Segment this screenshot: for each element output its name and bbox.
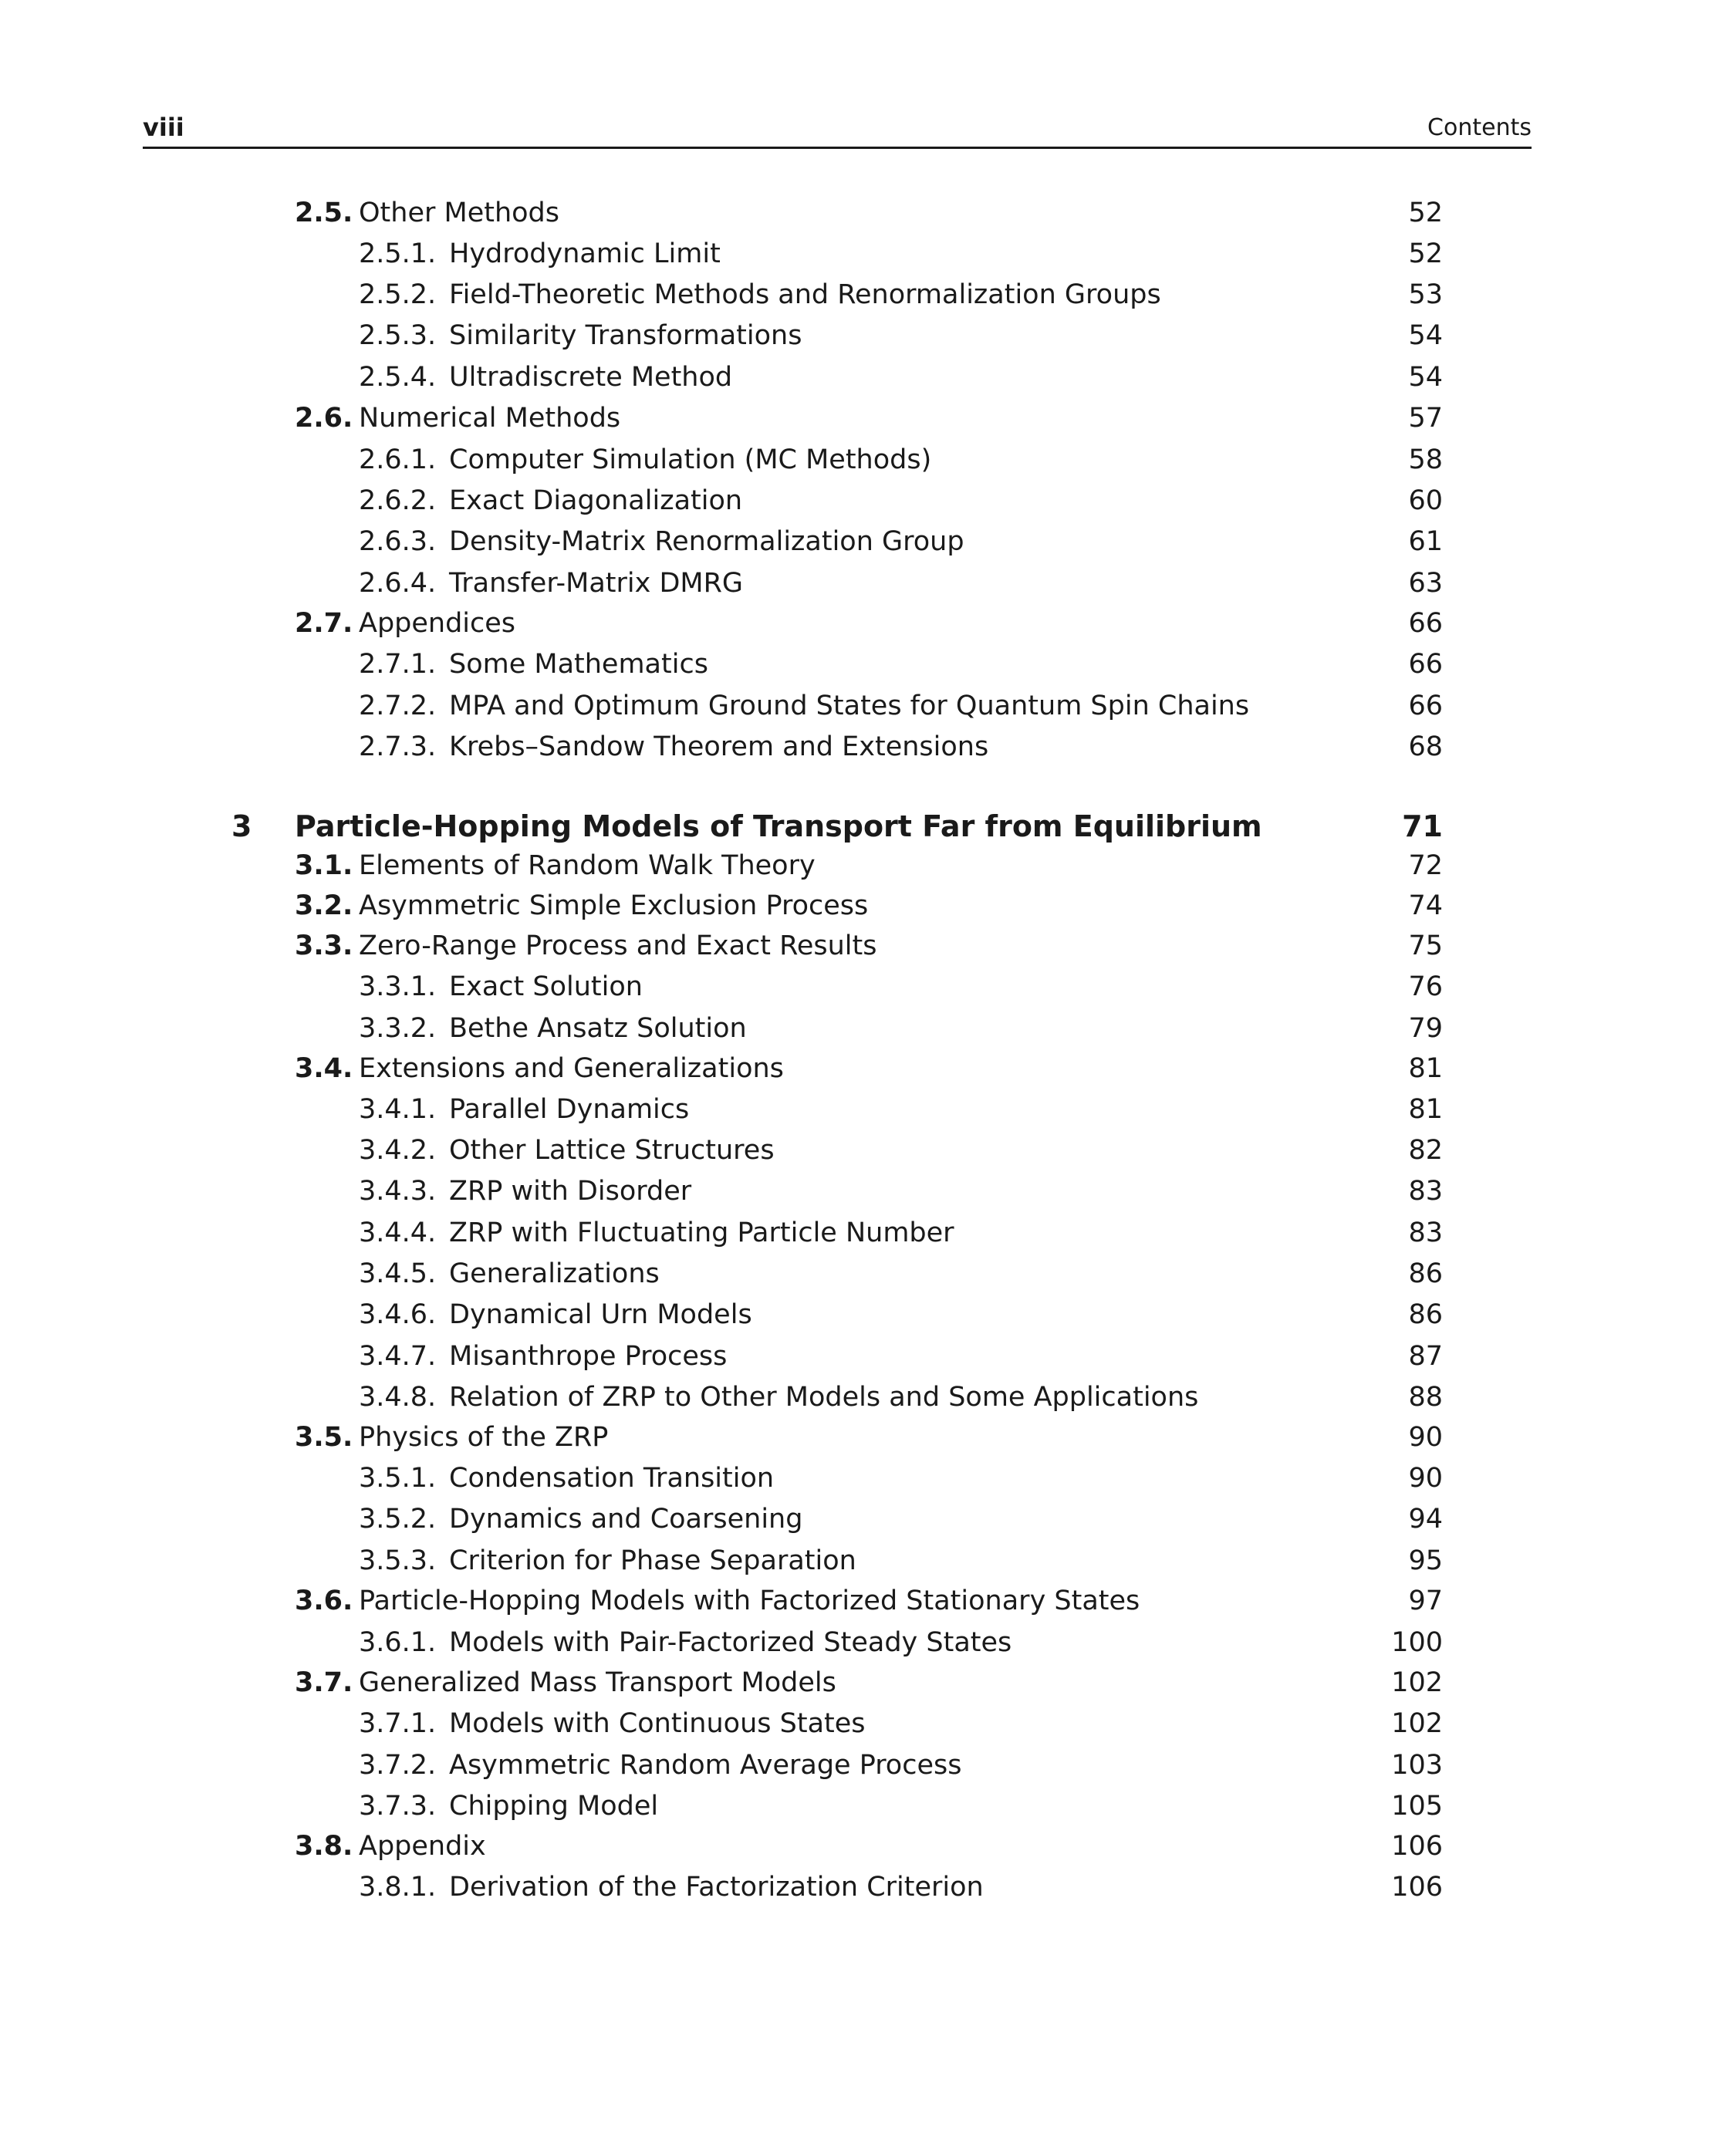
toc-entry-number: 3.4.: [295, 1053, 353, 1084]
toc-entry-page-number: 88: [1408, 1382, 1443, 1413]
toc-entry-page-number: 81: [1408, 1094, 1443, 1125]
toc-entry-page-number: 79: [1408, 1013, 1443, 1044]
toc-entry-number: 3.4.1.: [359, 1094, 437, 1125]
toc-entry-page-number: 102: [1391, 1667, 1443, 1698]
toc-entry-page-number: 90: [1408, 1463, 1443, 1494]
toc-entry-subsection[interactable]: [0, 568, 1736, 610]
toc-entry-page-number: 83: [1408, 1217, 1443, 1248]
toc-entry-page-number: 66: [1408, 608, 1443, 639]
toc-entry-number: 2.6.3.: [359, 526, 437, 557]
toc-entry-subsection[interactable]: [0, 1217, 1736, 1259]
toc-entry-number: 3.5.: [295, 1422, 353, 1453]
toc-entry-number: 3.8.1.: [359, 1872, 437, 1903]
toc-entry-number: 3.8.: [295, 1831, 353, 1862]
toc-entry-subsection[interactable]: [0, 1708, 1736, 1750]
toc-entry-title: Physics of the ZRP: [359, 1422, 609, 1453]
toc-entry-page-number: 52: [1408, 238, 1443, 269]
toc-entry-title: Ultradiscrete Method: [449, 362, 733, 393]
toc-entry-page-number: 82: [1408, 1135, 1443, 1166]
toc-entry-number: 3.3.1.: [359, 971, 437, 1002]
toc-entry-subsection[interactable]: [0, 1341, 1736, 1383]
toc-entry-page-number: 86: [1408, 1258, 1443, 1289]
toc-entry-title: Models with Continuous States: [449, 1708, 866, 1739]
toc-entry-title: Generalizations: [449, 1258, 660, 1289]
toc-entry-number: 2.6.4.: [359, 568, 437, 599]
toc-entry-number: 2.6.2.: [359, 485, 437, 516]
toc-entry-section[interactable]: [0, 1422, 1736, 1464]
toc-entry-number: 3.7.: [295, 1667, 353, 1698]
toc-entry-page-number: 66: [1408, 649, 1443, 680]
toc-entry-number: 3.2.: [295, 890, 353, 921]
toc-entry-title: Similarity Transformations: [449, 320, 802, 351]
toc-entry-section[interactable]: [0, 1831, 1736, 1873]
toc-entry-page-number: 52: [1408, 198, 1443, 228]
toc-entry-page-number: 57: [1408, 403, 1443, 434]
toc-entry-title: Particle-Hopping Models with Factorized Stationary States: [359, 1585, 1140, 1616]
toc-entry-title: Exact Diagonalization: [449, 485, 743, 516]
toc-entry-title: Exact Solution: [449, 971, 643, 1002]
toc-entry-subsection[interactable]: [0, 485, 1736, 527]
toc-entry-section[interactable]: [0, 198, 1736, 239]
toc-entry-page-number: 94: [1408, 1504, 1443, 1535]
toc-entry-title: Krebs–Sandow Theorem and Extensions: [449, 731, 989, 762]
toc-entry-title: Other Methods: [359, 198, 560, 228]
toc-entry-page-number: 63: [1408, 568, 1443, 599]
toc-entry-title: Bethe Ansatz Solution: [449, 1013, 747, 1044]
toc-entry-section[interactable]: [0, 1585, 1736, 1627]
toc-entry-chapter[interactable]: [0, 809, 1736, 851]
toc-entry-number: 3.4.3.: [359, 1176, 437, 1207]
toc-entry-subsection[interactable]: [0, 731, 1736, 773]
toc-entry-number: 3.6.: [295, 1585, 353, 1616]
toc-entry-page-number: 74: [1408, 890, 1443, 921]
toc-entry-number: 3.4.2.: [359, 1135, 437, 1166]
toc-entry-page-number: 106: [1391, 1872, 1443, 1903]
toc-entry-number: 2.6.1.: [359, 444, 437, 475]
toc-entry-title: Condensation Transition: [449, 1463, 775, 1494]
toc-entry-page-number: 106: [1391, 1831, 1443, 1862]
toc-entry-section[interactable]: [0, 1053, 1736, 1095]
toc-entry-title: Field-Theoretic Methods and Renormalization Groups: [449, 279, 1161, 310]
toc-entry-page-number: 86: [1408, 1299, 1443, 1330]
toc-entry-page-number: 66: [1408, 691, 1443, 721]
toc-entry-number: 3.3.: [295, 930, 353, 961]
toc-entry-title: Chipping Model: [449, 1791, 659, 1822]
toc-entry-title: Asymmetric Random Average Process: [449, 1750, 962, 1781]
toc-entry-title: Relation of ZRP to Other Models and Some Applications: [449, 1382, 1199, 1413]
toc-entry-number: 3.1.: [295, 850, 353, 881]
toc-entry-subsection[interactable]: [0, 1463, 1736, 1504]
toc-entry-subsection[interactable]: [0, 1094, 1736, 1136]
page-number: viii: [143, 113, 184, 142]
toc-entry-title: Models with Pair-Factorized Steady States: [449, 1627, 1012, 1658]
toc-entry-title: Hydrodynamic Limit: [449, 238, 721, 269]
toc-entry-page-number: 90: [1408, 1422, 1443, 1453]
toc-entry-subsection[interactable]: [0, 1013, 1736, 1055]
toc-entry-number: 2.5.2.: [359, 279, 437, 310]
toc-entry-number: 2.7.3.: [359, 731, 437, 762]
toc-entry-title: ZRP with Disorder: [449, 1176, 692, 1207]
toc-entry-page-number: 58: [1408, 444, 1443, 475]
toc-entry-subsection[interactable]: [0, 1627, 1736, 1669]
toc-entry-page-number: 102: [1391, 1708, 1443, 1739]
toc-entry-subsection[interactable]: [0, 238, 1736, 280]
toc-entry-subsection[interactable]: [0, 1750, 1736, 1791]
running-head: Contents: [1427, 114, 1532, 141]
toc-entry-page-number: 54: [1408, 362, 1443, 393]
toc-entry-subsection[interactable]: [0, 971, 1736, 1013]
toc-entry-page-number: 87: [1408, 1341, 1443, 1372]
toc-entry-subsection[interactable]: [0, 444, 1736, 486]
toc-entry-subsection[interactable]: [0, 1545, 1736, 1587]
toc-entry-number: 3.4.5.: [359, 1258, 437, 1289]
toc-entry-number: 2.5.3.: [359, 320, 437, 351]
toc-entry-title: Other Lattice Structures: [449, 1135, 775, 1166]
toc-entry-page-number: 60: [1408, 485, 1443, 516]
toc-entry-title: Some Mathematics: [449, 649, 708, 680]
toc-entry-page-number: 105: [1391, 1791, 1443, 1822]
toc-entry-title: Extensions and Generalizations: [359, 1053, 784, 1084]
toc-entry-subsection[interactable]: [0, 1504, 1736, 1545]
toc-entry-number: 2.6.: [295, 403, 353, 434]
toc-entry-title: Generalized Mass Transport Models: [359, 1667, 836, 1698]
toc-entry-number: 2.5.4.: [359, 362, 437, 393]
toc-entry-page-number: 103: [1391, 1750, 1443, 1781]
toc-entry-page-number: 72: [1408, 850, 1443, 881]
toc-entry-number: 2.5.1.: [359, 238, 437, 269]
toc-entry-page-number: 71: [1402, 809, 1443, 843]
toc-entry-section[interactable]: [0, 608, 1736, 650]
toc-entry-number: 3.5.2.: [359, 1504, 437, 1535]
toc-entry-section[interactable]: [0, 403, 1736, 444]
toc-entry-title: ZRP with Fluctuating Particle Number: [449, 1217, 954, 1248]
toc-entry-subsection[interactable]: [0, 320, 1736, 362]
toc-entry-subsection[interactable]: [0, 1872, 1736, 1913]
toc-entry-number: 3.7.1.: [359, 1708, 437, 1739]
toc-entry-page-number: 81: [1408, 1053, 1443, 1084]
toc-entry-title: MPA and Optimum Ground States for Quantum Spin Chains: [449, 691, 1250, 721]
toc-entry-page-number: 68: [1408, 731, 1443, 762]
toc-entry-number: 3.5.3.: [359, 1545, 437, 1576]
toc-entry-title: Computer Simulation (MC Methods): [449, 444, 932, 475]
toc-entry-subsection[interactable]: [0, 1176, 1736, 1217]
toc-entry-subsection[interactable]: [0, 1791, 1736, 1832]
toc-entry-page-number: 97: [1408, 1585, 1443, 1616]
toc-entry-number: 2.5.: [295, 198, 353, 228]
toc-entry-number: 3: [231, 809, 252, 843]
toc-entry-number: 3.6.1.: [359, 1627, 437, 1658]
toc-entry-subsection[interactable]: [0, 649, 1736, 691]
toc-entry-page-number: 83: [1408, 1176, 1443, 1207]
toc-entry-subsection[interactable]: [0, 1299, 1736, 1341]
toc-entry-number: 3.4.6.: [359, 1299, 437, 1330]
toc-entry-title: Zero-Range Process and Exact Results: [359, 930, 877, 961]
toc-entry-section[interactable]: [0, 890, 1736, 932]
toc-entry-title: Particle-Hopping Models of Transport Far from Equilibrium: [295, 809, 1262, 843]
toc-entry-subsection[interactable]: [0, 1382, 1736, 1423]
toc-entry-page-number: 61: [1408, 526, 1443, 557]
toc-entry-number: 3.5.1.: [359, 1463, 437, 1494]
toc-entry-section[interactable]: [0, 1667, 1736, 1709]
toc-entry-title: Criterion for Phase Separation: [449, 1545, 856, 1576]
toc-entry-number: 3.7.2.: [359, 1750, 437, 1781]
toc-entry-title: Parallel Dynamics: [449, 1094, 690, 1125]
toc-entry-subsection[interactable]: [0, 362, 1736, 404]
toc-entry-number: 2.7.: [295, 608, 353, 639]
toc-entry-subsection[interactable]: [0, 691, 1736, 732]
toc-entry-title: Derivation of the Factorization Criterion: [449, 1872, 984, 1903]
toc-entry-page-number: 75: [1408, 930, 1443, 961]
toc-entry-subsection[interactable]: [0, 1135, 1736, 1177]
toc-entry-page-number: 54: [1408, 320, 1443, 351]
toc-entry-page-number: 53: [1408, 279, 1443, 310]
toc-entry-section[interactable]: [0, 850, 1736, 892]
toc-entry-title: Dynamics and Coarsening: [449, 1504, 803, 1535]
toc-entry-page-number: 76: [1408, 971, 1443, 1002]
toc-entry-subsection[interactable]: [0, 279, 1736, 321]
toc-entry-number: 3.4.4.: [359, 1217, 437, 1248]
toc-entry-page-number: 95: [1408, 1545, 1443, 1576]
toc-entry-number: 2.7.1.: [359, 649, 437, 680]
toc-entry-number: 3.7.3.: [359, 1791, 437, 1822]
toc-entry-title: Asymmetric Simple Exclusion Process: [359, 890, 869, 921]
toc-entry-section[interactable]: [0, 930, 1736, 972]
toc-entry-subsection[interactable]: [0, 1258, 1736, 1300]
toc-entry-title: Dynamical Urn Models: [449, 1299, 752, 1330]
toc-entry-page-number: 100: [1391, 1627, 1443, 1658]
toc-entry-number: 3.3.2.: [359, 1013, 437, 1044]
toc-entry-number: 3.4.7.: [359, 1341, 437, 1372]
page-header: [143, 108, 1532, 149]
toc-entry-title: Appendix: [359, 1831, 486, 1862]
toc-entry-number: 3.4.8.: [359, 1382, 437, 1413]
toc-entry-title: Transfer-Matrix DMRG: [449, 568, 744, 599]
toc-entry-title: Density-Matrix Renormalization Group: [449, 526, 964, 557]
toc-entry-title: Appendices: [359, 608, 516, 639]
toc-entry-subsection[interactable]: [0, 526, 1736, 568]
toc-entry-title: Elements of Random Walk Theory: [359, 850, 816, 881]
toc-entry-number: 2.7.2.: [359, 691, 437, 721]
toc-entry-title: Numerical Methods: [359, 403, 621, 434]
toc-entry-title: Misanthrope Process: [449, 1341, 728, 1372]
